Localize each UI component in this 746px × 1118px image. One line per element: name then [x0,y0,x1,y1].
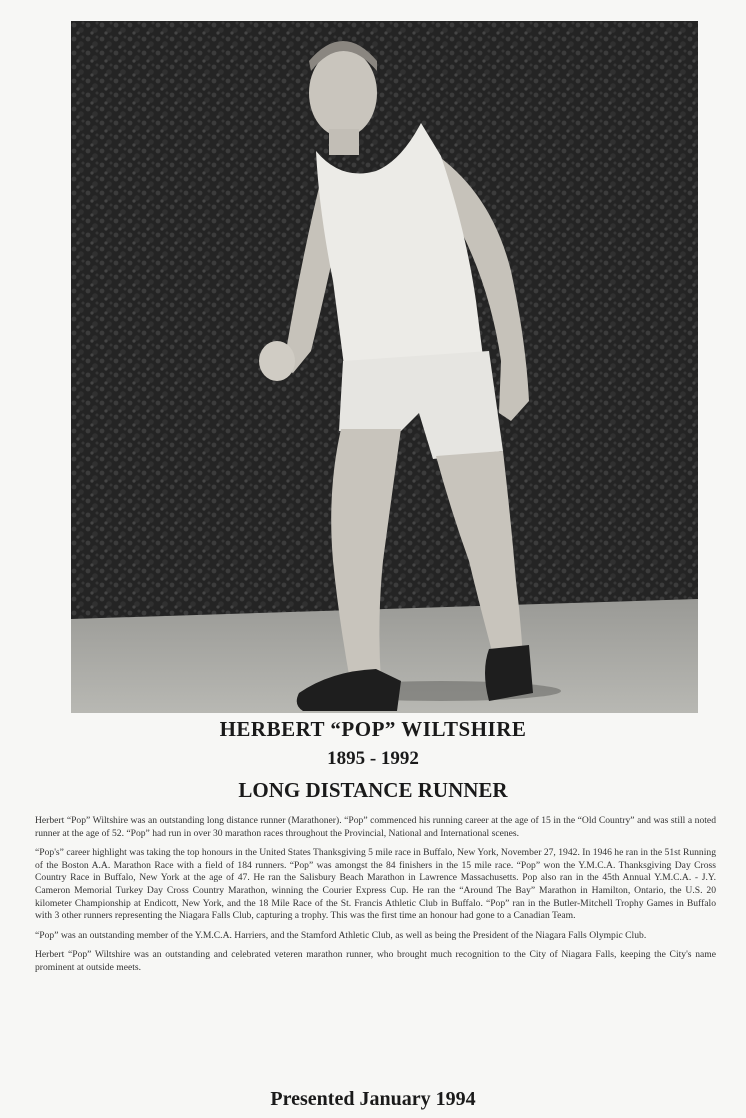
runner-photo-illustration [71,21,698,713]
bio-paragraph-1: Herbert “Pop” Wiltshire was an outstanding long distance runner (Marathoner). “Pop” commenced his running career at the age of 15 in the “Old Country” and was still a noted runner at the age of 52. “Pop” had run in over 30 marathon races throughout the Provincial, National and International scenes. [35,815,716,839]
inductee-years: 1895 - 1992 [327,748,419,769]
inductee-role: LONG DISTANCE RUNNER [238,778,508,802]
bio-paragraph-4: Herbert “Pop” Wiltshire was an outstanding and celebrated veteren marathon runner, who brought much recognition to the City of Niagara Falls, keeping the City's name prominent at outside meets. [35,949,716,973]
biography [35,815,716,982]
presented-date: Presented January 1994 [270,1088,476,1110]
inductee-name: HERBERT “POP” WILTSHIRE [219,717,527,741]
portrait-photo [71,21,698,713]
bio-paragraph-2: “Pop's” career highlight was taking the top honours in the United States Thanksgiving 5 mile race in Buffalo, New York, November 27, 1942. In 1946 he ran in the 51st Running of the Boston A.A. Marathon Race with a field of 184 runners. “Pop” was amongst the 84 finishers in the 15 mile race. “Pop” won the Y.M.C.A. Thanksgiving Day Cross Country Race in Buffalo, New York at the age of 47. He ran the Salisbury Beach Marathon in Lawrence Massachusetts. Pop also ran in the 45th Annual Y.M.C.A. - J.Y. Cameron Memorial Turkey Day Cross Country Marathon, winning the Courier Express Cup. He ran the “Around The Bay” Marathon in Hamilton, Ontario, the U.S. 20 kilometer Championship at Endicott, New York, and the 18 Mile Race of the St. Francis Athletic Club in Buffalo. “Pop” ran in the Butler-Mitchell Trophy Games in Buffalo with 3 other runners representing the Niagara Falls Club, capturing a trophy. This was the first time an honour had gone to a Canadian Team. [35,847,716,922]
bio-paragraph-3: “Pop” was an outstanding member of the Y.M.C.A. Harriers, and the Stamford Athletic Club, as well as being the President of the Niagara Falls Olympic Club. [35,929,647,941]
